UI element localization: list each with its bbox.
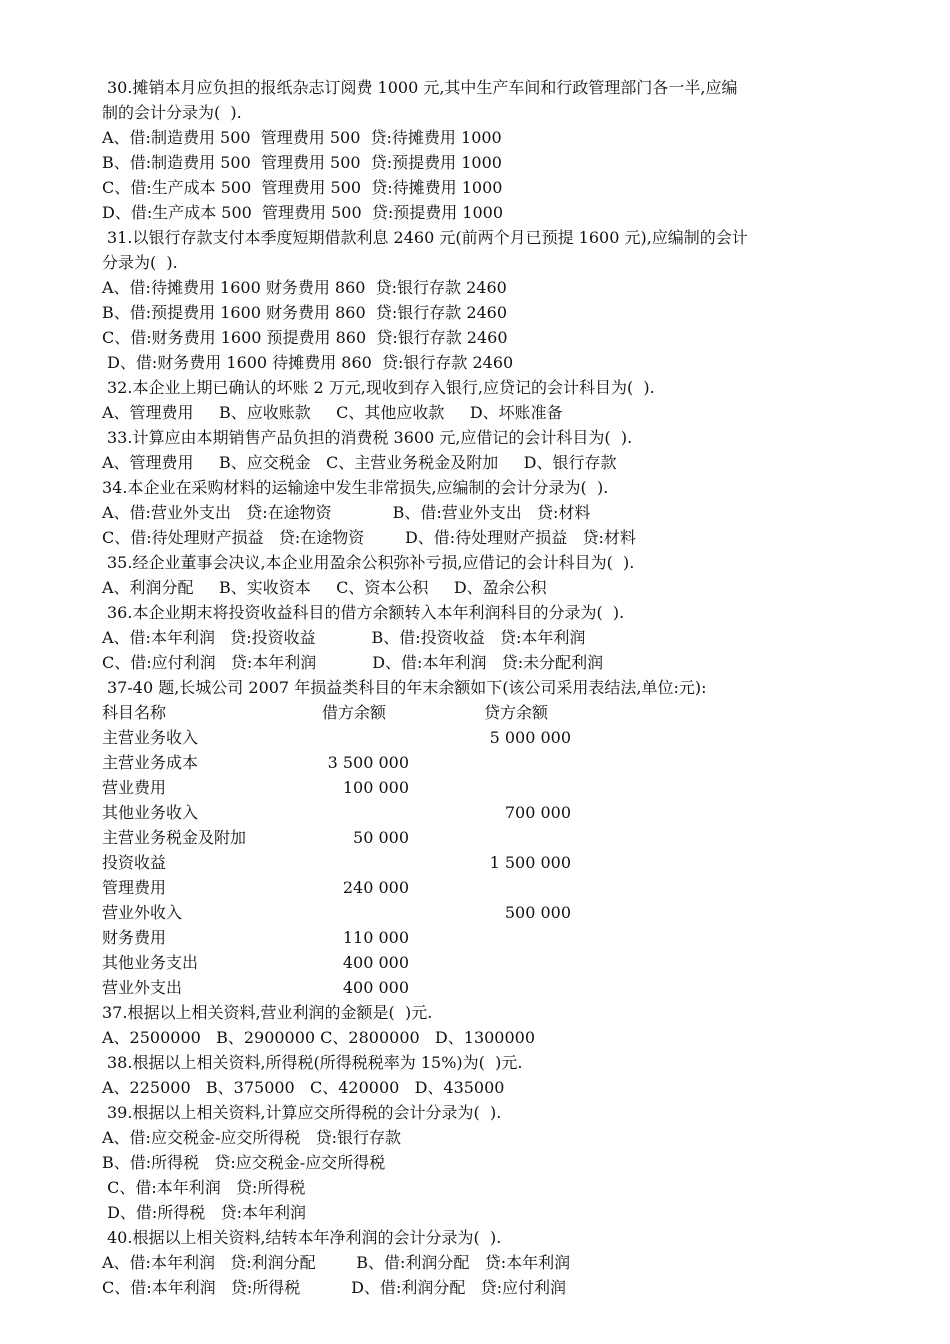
table-row [102, 750, 882, 775]
q35-options: A、利润分配 B、实收资本 C、资本公积 D、盈余公积 [102, 578, 547, 597]
table-row [102, 875, 882, 900]
q34-options-ab: A、借:营业外支出 贷:在途物资 B、借:营业外支出 贷:材料 [102, 503, 591, 522]
q31-stem-line1: 31.以银行存款支付本季度短期借款利息 2460 元(前两个月已预提 1600 元),应编制的会计 [107, 228, 748, 247]
debit-balance: 400 000 [342, 978, 409, 997]
q34-stem: 34.本企业在采购材料的运输途中发生非常损失,应编制的会计分录为( ). [102, 478, 609, 497]
credit-balance: 700 000 [504, 803, 571, 822]
debit-balance: 240 000 [342, 878, 409, 897]
q40-options-cd: C、借:本年利润 贷:所得税 D、借:利润分配 贷:应付利润 [102, 1278, 567, 1297]
q36-options-cd: C、借:应付利润 贷:本年利润 D、借:本年利润 贷:未分配利润 [102, 653, 604, 672]
q31-option-d: D、借:财务费用 1600 待摊费用 860 贷:银行存款 2460 [102, 353, 514, 372]
debit-balance: 400 000 [342, 953, 409, 972]
account-name: 营业费用 [102, 778, 167, 797]
debit-balance: 3 500 000 [327, 753, 409, 772]
q38-options: A、225000 B、375000 C、420000 D、435000 [102, 1078, 505, 1097]
table-row [102, 950, 882, 975]
q40-options-ab: A、借:本年利润 贷:利润分配 B、借:利润分配 贷:本年利润 [102, 1253, 571, 1272]
credit-balance: 5 000 000 [489, 728, 571, 747]
q30-option-a: A、借:制造费用 500 管理费用 500 贷:待摊费用 1000 [102, 128, 502, 147]
q36-stem: 36.本企业期末将投资收益科目的借方余额转入本年利润科目的分录为( ). [107, 603, 625, 622]
q31-option-b: B、借:预提费用 1600 财务费用 860 贷:银行存款 2460 [102, 303, 508, 322]
account-name: 营业外支出 [102, 978, 183, 997]
header-debit: 借方余额 [322, 703, 387, 722]
table-row [102, 850, 882, 875]
table-row [102, 900, 882, 925]
header-account: 科目名称 [102, 703, 167, 722]
account-name: 主营业务成本 [102, 753, 199, 772]
q32-options: A、管理费用 B、应收账款 C、其他应收款 D、坏账准备 [102, 403, 563, 422]
debit-balance: 50 000 [353, 828, 409, 847]
q31-option-a: A、借:待摊费用 1600 财务费用 860 贷:银行存款 2460 [102, 278, 507, 297]
table-row [102, 925, 882, 950]
q40-stem: 40.根据以上相关资料,结转本年净利润的会计分录为( ). [107, 1228, 502, 1247]
q37-stem: 37.根据以上相关资料,营业利润的金额是( )元. [102, 1003, 433, 1022]
q30-option-d: D、借:生产成本 500 管理费用 500 贷:预提费用 1000 [102, 203, 504, 222]
account-name: 管理费用 [102, 878, 167, 897]
q39-stem: 39.根据以上相关资料,计算应交所得税的会计分录为( ). [107, 1103, 502, 1122]
debit-balance: 100 000 [342, 778, 409, 797]
q36-options-ab: A、借:本年利润 贷:投资收益 B、借:投资收益 贷:本年利润 [102, 628, 586, 647]
q30-stem-line2: 制的会计分录为( ). [102, 103, 242, 122]
q34-options-cd: C、借:待处理财产损益 贷:在途物资 D、借:待处理财产损益 贷:材料 [102, 528, 636, 547]
credit-balance: 1 500 000 [489, 853, 571, 872]
header-credit: 贷方余额 [484, 703, 549, 722]
q39-option-a: A、借:应交税金-应交所得税 贷:银行存款 [102, 1128, 402, 1147]
account-name: 主营业务收入 [102, 728, 199, 747]
table-row [102, 975, 882, 1000]
account-name: 财务费用 [102, 928, 167, 947]
table-row [102, 725, 882, 750]
account-name: 其他业务支出 [102, 953, 199, 972]
table-row [102, 800, 882, 825]
q39-option-b: B、借:所得税 贷:应交税金-应交所得税 [102, 1153, 386, 1172]
q30-option-b: B、借:制造费用 500 管理费用 500 贷:预提费用 1000 [102, 153, 502, 172]
account-name: 营业外收入 [102, 903, 183, 922]
balance-table [102, 700, 882, 1000]
debit-balance: 110 000 [342, 928, 409, 947]
q33-options: A、管理费用 B、应交税金 C、主营业务税金及附加 D、银行存款 [102, 453, 617, 472]
q32-stem: 32.本企业上期已确认的坏账 2 万元,现收到存入银行,应贷记的会计科目为( ). [107, 378, 655, 397]
q30-option-c: C、借:生产成本 500 管理费用 500 贷:待摊费用 1000 [102, 178, 503, 197]
q37-options: A、2500000 B、2900000 C、2800000 D、1300000 [102, 1028, 536, 1047]
exam-page [102, 75, 882, 1300]
q31-stem-line2: 分录为( ). [102, 253, 178, 272]
q39-option-d: D、借:所得税 贷:本年利润 [102, 1203, 306, 1222]
q31-option-c: C、借:财务费用 1600 预提费用 860 贷:银行存款 2460 [102, 328, 508, 347]
q39-option-c: C、借:本年利润 贷:所得税 [102, 1178, 306, 1197]
q38-stem: 38.根据以上相关资料,所得税(所得税税率为 15%)为( )元. [107, 1053, 523, 1072]
account-name: 投资收益 [102, 853, 167, 872]
table-header [102, 700, 882, 725]
q35-stem: 35.经企业董事会决议,本企业用盈余公积弥补亏损,应借记的会计科目为( ). [107, 553, 635, 572]
q30-stem-line1: 30.摊销本月应负担的报纸杂志订阅费 1000 元,其中生产车间和行政管理部门各一半,应编 [107, 78, 738, 97]
credit-balance: 500 000 [504, 903, 571, 922]
account-name: 主营业务税金及附加 [102, 828, 247, 847]
table-row [102, 775, 882, 800]
account-name: 其他业务收入 [102, 803, 199, 822]
q33-stem: 33.计算应由本期销售产品负担的消费税 3600 元,应借记的会计科目为( ). [107, 428, 633, 447]
q37-40-intro: 37-40 题,长城公司 2007 年损益类科目的年末余额如下(该公司采用表结法,单位:元): [107, 678, 707, 697]
table-row [102, 825, 882, 850]
